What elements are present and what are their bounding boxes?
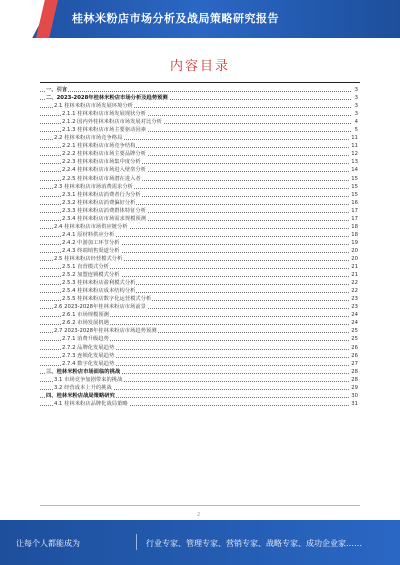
table-of-contents: [40, 86, 358, 408]
toc-entry-title: 2.2.2 桂林米粉店市场主要品牌分析: [62, 151, 147, 158]
toc-entry-page: 15: [351, 183, 358, 190]
toc-entry[interactable]: [40, 255, 358, 263]
toc-divider: [40, 82, 360, 83]
toc-entry-title: 2.1.1 桂林米粉店市场发展现状分析: [62, 111, 147, 118]
toc-entry-page: 19: [351, 239, 358, 246]
footer-banner: [0, 520, 400, 565]
toc-entry-page: 24: [351, 320, 358, 327]
toc-entry-page: 25: [351, 328, 358, 335]
toc-entry-page: 20: [351, 255, 358, 262]
toc-entry[interactable]: [40, 231, 358, 239]
toc-heading: 内容目录: [169, 59, 230, 74]
toc-entry-title: 三、桂林米粉店市场面临的挑战: [46, 368, 121, 375]
toc-entry-title: 2.4 桂林米粉店市场供应链分析: [54, 223, 128, 230]
toc-entry[interactable]: [40, 102, 358, 110]
toc-entry-page: 20: [351, 247, 358, 254]
toc-entry-title: 2.7.2 品牌化发展趋势: [62, 344, 115, 351]
toc-entry-page: 3: [354, 111, 358, 118]
toc-entry-page: 14: [351, 167, 358, 174]
toc-entry-title: 2.1 桂林米粉店市场发展环境分析: [54, 103, 133, 110]
toc-entry-title: 二、2023-2028年桂林米粉店市场分析及趋势预测: [46, 95, 168, 102]
toc-leader-dots: [40, 91, 351, 92]
toc-entry-title: 2.2 桂林米粉店市场竞争格局: [54, 135, 123, 142]
document-title: 桂林米粉店市场分析及战局策略研究报告: [72, 12, 279, 25]
toc-entry[interactable]: [40, 319, 358, 327]
toc-entry[interactable]: [40, 311, 358, 319]
toc-entry-title: 2.7 2023-2028年桂林米粉店市场趋势预测: [54, 328, 157, 335]
toc-entry-page: 28: [351, 376, 358, 383]
toc-entry[interactable]: [40, 271, 358, 279]
toc-entry-page: 25: [351, 336, 358, 343]
toc-entry[interactable]: [40, 199, 358, 207]
toc-entry[interactable]: [40, 191, 358, 199]
toc-entry-page: 15: [351, 175, 358, 182]
toc-entry-title: 2.4.3 终端销售渠道分析: [62, 247, 120, 254]
toc-entry[interactable]: [40, 368, 358, 376]
toc-entry-page: 28: [351, 368, 358, 375]
toc-entry[interactable]: [40, 279, 358, 287]
toc-entry-page: 22: [351, 280, 358, 287]
toc-entry-title: 2.4.2 中游加工环节分析: [62, 239, 120, 246]
toc-entry-page: 18: [351, 231, 358, 238]
toc-entry-page: 27: [351, 360, 358, 367]
toc-entry[interactable]: [40, 223, 358, 231]
toc-entry-page: 11: [351, 143, 358, 150]
header-banner: [0, 0, 400, 38]
toc-entry-page: 30: [351, 392, 358, 399]
toc-entry[interactable]: [40, 118, 358, 126]
toc-entry-title: 2.3 桂林米粉店市场消费需求分析: [54, 183, 133, 190]
toc-entry[interactable]: [40, 110, 358, 118]
toc-entry[interactable]: [40, 207, 358, 215]
toc-entry-title: 2.3.3 桂林米粉店消费群体特征分析: [62, 207, 147, 214]
toc-entry[interactable]: [40, 183, 358, 191]
toc-entry-title: 2.3.2 桂林米粉店消费偏好分析: [62, 199, 136, 206]
toc-entry-title: 2.7.1 消费升级趋势: [62, 336, 109, 343]
footer-slogan-left: 让每个人都能成为: [16, 539, 80, 548]
toc-entry-title: 2.3.4 桂林米粉店市场需求规模预测: [62, 215, 147, 222]
toc-entry-page: 13: [351, 159, 358, 166]
toc-entry[interactable]: [40, 303, 358, 311]
toc-entry[interactable]: [40, 295, 358, 303]
toc-entry[interactable]: [40, 150, 358, 158]
toc-entry-title: 3.2 经营成本上升的挑战: [54, 384, 112, 391]
toc-entry[interactable]: [40, 344, 358, 352]
toc-entry-page: 16: [351, 199, 358, 206]
toc-entry-page: 31: [351, 400, 358, 407]
toc-entry-page: 15: [351, 191, 358, 198]
toc-entry[interactable]: [40, 126, 358, 134]
toc-entry-page: 3: [354, 87, 358, 93]
toc-entry-title: 2.2.3 桂林米粉店市场集中度分析: [62, 159, 141, 166]
toc-entry[interactable]: [40, 215, 358, 223]
toc-entry-title: 一、引言: [46, 87, 68, 93]
toc-entry[interactable]: [40, 175, 358, 183]
toc-entry-title: 2.5.5 桂林米粉店数字化运营模式分析: [62, 296, 152, 303]
toc-entry-title: 2.5.3 桂林米粉店盈利模式分析: [62, 280, 136, 287]
toc-entry[interactable]: [40, 335, 358, 343]
toc-entry-page: 26: [351, 344, 358, 351]
footer-slogan-right: 行业专家、管理专家、营销专家、战略专家、成功企业家……: [146, 539, 362, 548]
toc-entry[interactable]: [40, 392, 358, 400]
toc-entry[interactable]: [40, 247, 358, 255]
toc-entry[interactable]: [40, 360, 358, 368]
toc-entry-page: 4: [354, 119, 358, 126]
toc-entry[interactable]: [40, 86, 358, 94]
toc-entry[interactable]: [40, 158, 358, 166]
toc-entry-page: 17: [351, 215, 358, 222]
toc-entry-title: 2.2.5 桂林米粉店市场潜在进入者: [62, 175, 141, 182]
toc-entry-page: 21: [351, 272, 358, 279]
toc-entry-page: 22: [351, 288, 358, 295]
toc-entry[interactable]: [40, 166, 358, 174]
toc-entry[interactable]: [40, 134, 358, 142]
page-number: 2: [197, 512, 201, 518]
toc-entry-title: 2.7.3 连锁化发展趋势: [62, 352, 115, 359]
toc-entry-page: 12: [351, 151, 358, 158]
toc-entry-title: 3.1 市场竞争加剧带来的挑战: [54, 376, 123, 383]
toc-entry-title: 2.7.4 数字化发展趋势: [62, 360, 115, 367]
toc-entry-page: 11: [351, 135, 358, 142]
toc-entry[interactable]: [40, 400, 358, 408]
toc-entry-title: 2.6 2023-2028年桂林米粉店市场前景: [54, 304, 146, 311]
toc-entry-title: 四、桂林米粉店战局策略研究: [46, 392, 115, 399]
toc-entry[interactable]: [40, 352, 358, 360]
toc-entry-page: 23: [351, 304, 358, 311]
toc-entry[interactable]: [40, 376, 358, 384]
toc-entry-title: 2.5.2 加盟连锁模式分析: [62, 272, 120, 279]
toc-entry[interactable]: [40, 263, 358, 271]
toc-entry-title: 2.6.1 市场规模预测: [62, 312, 109, 319]
toc-entry[interactable]: [40, 287, 358, 295]
toc-entry-page: 5: [354, 127, 358, 134]
toc-entry-page: 17: [351, 207, 358, 214]
toc-entry[interactable]: [40, 384, 358, 392]
toc-entry-title: 2.5 桂林米粉店经营模式分析: [54, 255, 123, 262]
toc-entry[interactable]: [40, 327, 358, 335]
toc-entry[interactable]: [40, 94, 358, 102]
toc-entry-title: 2.2.4 桂林米粉店市场进入壁垒分析: [62, 167, 147, 174]
toc-entry-page: 24: [351, 312, 358, 319]
toc-entry-page: 23: [351, 296, 358, 303]
toc-entry[interactable]: [40, 142, 358, 150]
toc-bottom-rule: [40, 505, 360, 506]
toc-entry-page: 29: [351, 384, 358, 391]
footer-divider: [136, 534, 137, 550]
toc-entry[interactable]: [40, 239, 358, 247]
toc-entry-title: 2.1.2 国内外桂林米粉店市场发展对比分析: [62, 119, 162, 126]
toc-entry-page: 26: [351, 352, 358, 359]
toc-entry-page: 3: [354, 103, 358, 110]
toc-entry-page: 21: [351, 264, 358, 271]
toc-entry-page: 18: [351, 223, 358, 230]
toc-entry-title: 2.6.2 市场发展机遇: [62, 320, 109, 327]
toc-entry-page: 3: [354, 95, 358, 102]
toc-entry-title: 4.1 桂林米粉店品牌化战局策略: [54, 400, 128, 407]
toc-entry-title: 2.4.1 原材料供应分析: [62, 231, 115, 238]
toc-entry-title: 2.3.1 桂林米粉店消费者行为分析: [62, 191, 141, 198]
toc-entry-title: 2.2.1 桂林米粉店市场竞争结构: [62, 143, 136, 150]
toc-entry-title: 2.1.3 桂林米粉店市场主要驱动因素: [62, 127, 147, 134]
toc-entry-title: 2.5.1 直营模式分析: [62, 264, 109, 271]
toc-entry-title: 2.5.4 桂林米粉店成本结构分析: [62, 288, 136, 295]
